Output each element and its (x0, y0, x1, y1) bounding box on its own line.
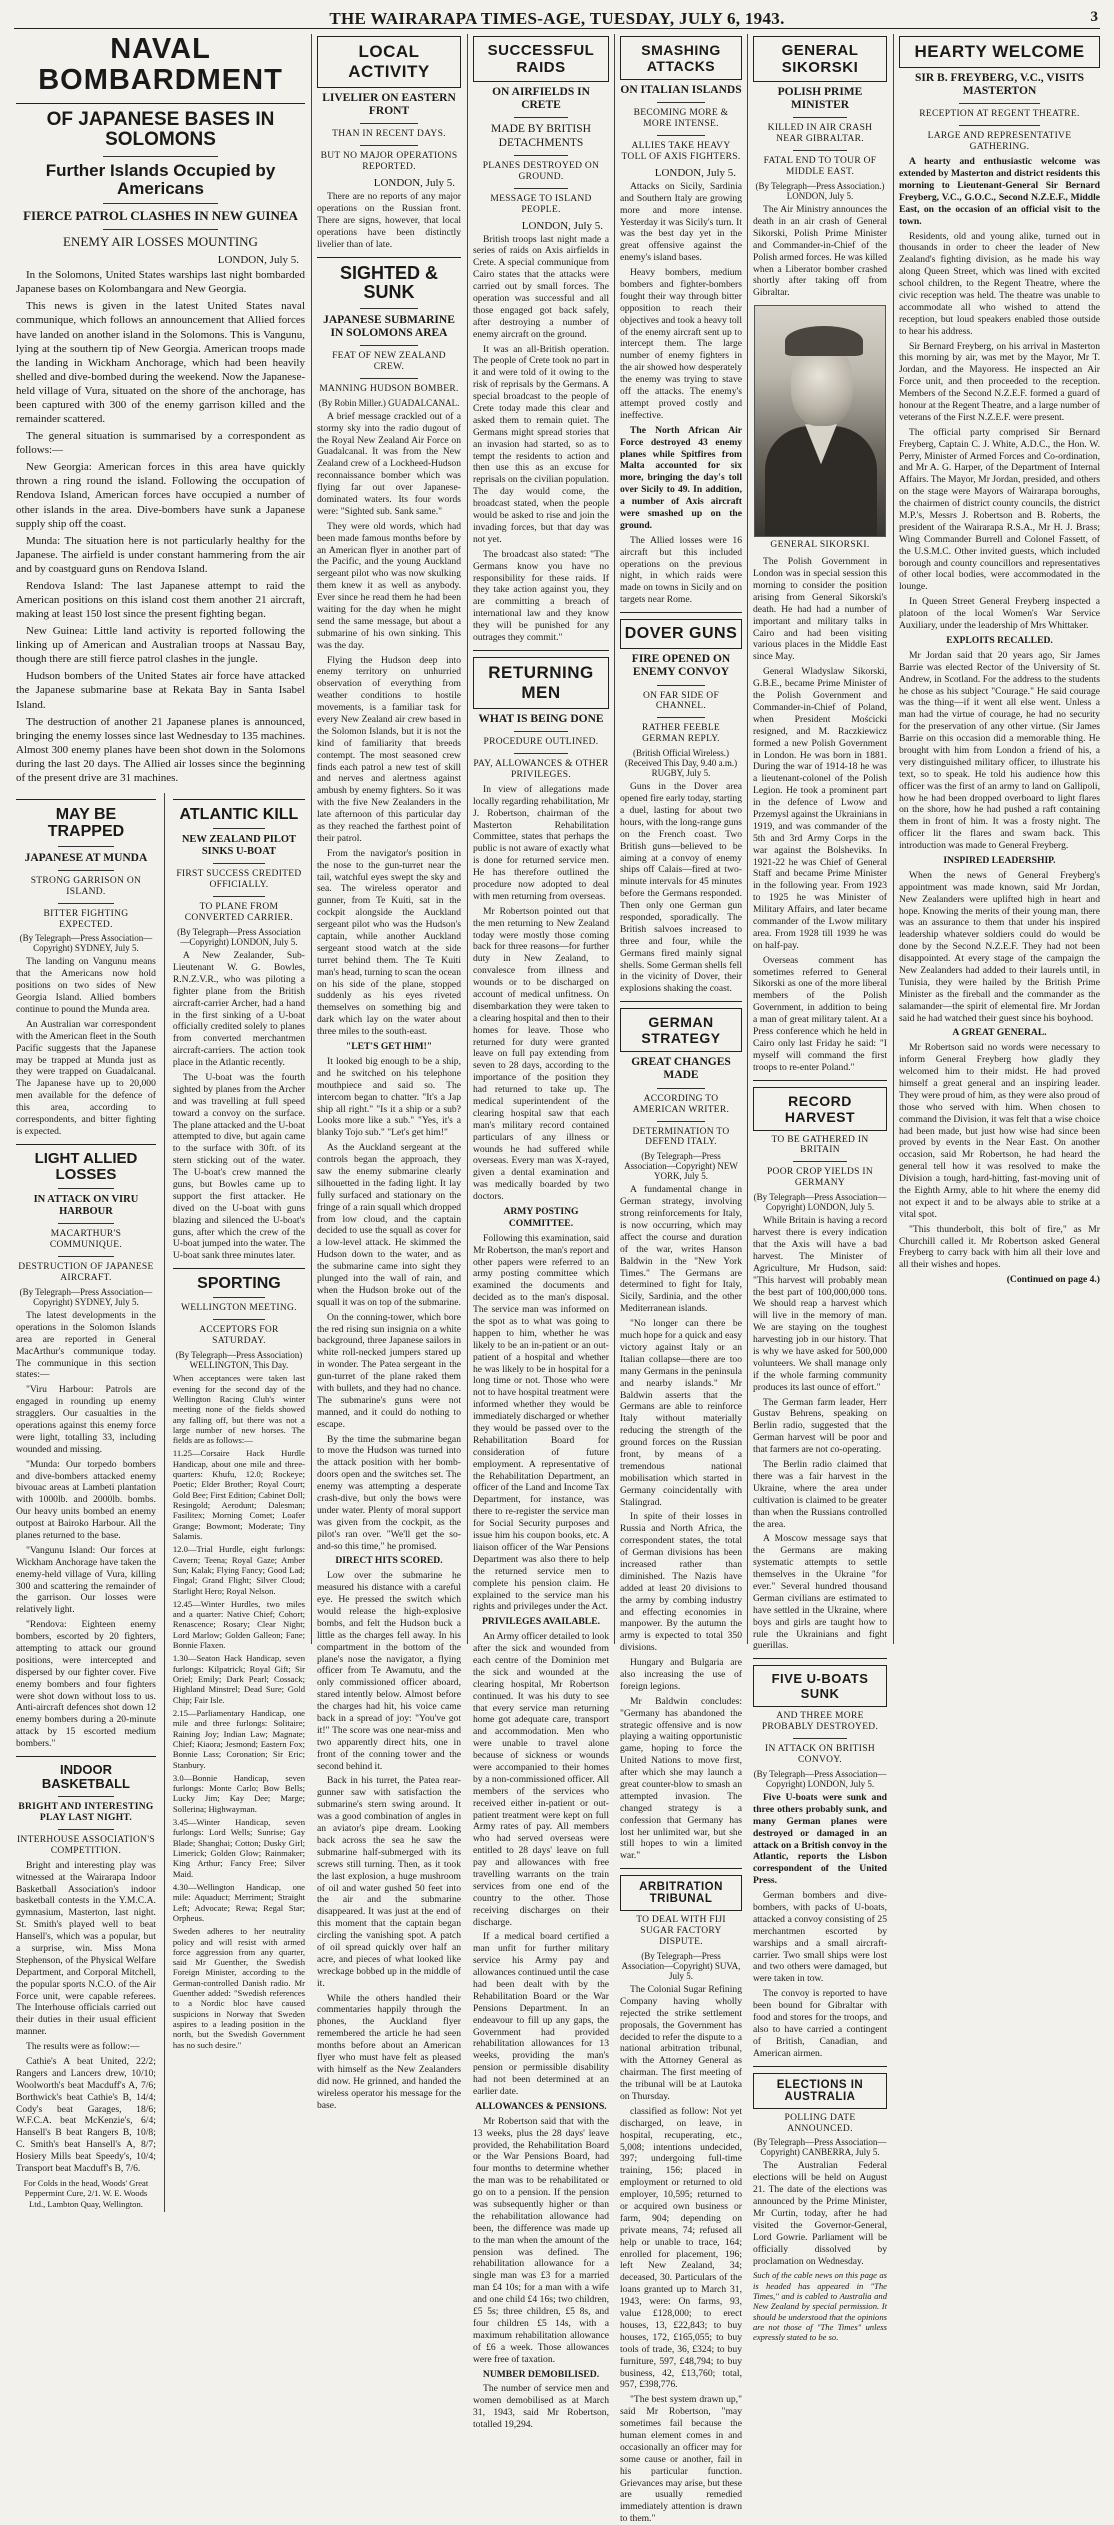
headline-box (620, 1875, 742, 1911)
article-paragraph: The Berlin radio claimed that there was a fair harvest in the Ukraine, where the area under cultivation is claimed to be greater than when the Russians controlled the area. (753, 1459, 887, 1530)
article-paragraph: From the navigator's position in the nose to the gun-turret near the tail, watchful eyes swept the sky and sea. The wireless operator and gunner, from Te Kuiti, sat in the cockpit alongside the Auckland sergeant pilot who was the Hudson's captain, while another Auckland sergeant stood watch at the side turret behind them. The Te Kuiti man's head, turning to scan the ocean on his side of the plane, stopped suddenly as his eyes riveted themselves on something big and dark which lay on the water about three miles to the south-east. (317, 847, 461, 1038)
article-paragraph: In Queen Street General Freyberg inspected a platoon of the local Women's War Service Auxiliary, under the leadership of Mrs Whittaker. (899, 596, 1100, 632)
byline: (By Telegraph—Press Association) WELLINGTON, This Day. (175, 1350, 303, 1371)
headline-sporting: SPORTING (197, 1275, 281, 1293)
article-paragraph: General Wladyslaw Sikorski, G.B.E., became Prime Minister of the Polish Government and Commander-in-Chief of Poland, when President Mościcki resigned, and M. Raczkiewicz formed a new Polish Government in London. He was born in 1881. During the war of 1914-18 he was a lieutenant-colonel of the Polish Legion. He took a prominent part in the defence of Lwow and Przemysl against the Ukrainians in 1919, and was commander of the 5th and 3rd Army Corps in the war against the Bolsheviks. In 1921-22 he was Chief of General Staff and became Prime Minister in the following year. From 1923 to 1925 he was Minister of Military Affairs, and later became commander of the Lwow military area. From 1928 till 1939 he was on half-pay. (753, 666, 887, 951)
article-paragraph: Five U-boats were sunk and three others probably sunk, and many German planes were destroyed or damaged in an attack on a British convoy in the Atlantic, reports the Lisbon correspondent of the United Press. (753, 1791, 887, 1887)
subhead: POOR CROP YIELDS IN GERMANY (766, 1167, 874, 1189)
article-paragraph: This news is given in the latest United States naval communique, which follows an announcement that Allied forces have landed on another island in the Solomons. This is Vangunu, lying at the southern tip of New Georgia. American troops made the landing in Wickham Anchorage, which had been heavily shelled and dive-bombed during the weekend. Now the Japanese-held village of Vura, situated on the shore of the anchorage, has been captured with 300 of the enemy garrison killed and the remainder scattered. (16, 300, 305, 426)
article-paragraph: New Georgia: American forces in this area have quickly thrown a ring round the island. Following the occupation of Rendova Island, American forces have occupied a number of other islands in the area. Dive-bombers have sunk a Japanese supply ship off the coast. (16, 461, 305, 530)
headline-box (473, 657, 609, 709)
subhead: ENEMY AIR LOSSES MOUNTING (63, 234, 258, 250)
article-paragraph: The number of service men and women demobilised as at March 31, 1943, said Mr Robertson, totalled 19,294. (473, 2383, 609, 2431)
dateline: LONDON, July 5. (217, 254, 299, 267)
article-paragraph: A Moscow message says that the Germans are making systematic attempts to settle themselves in the Ukraine "for ever." Several hundred thousand German civilians are estimated to have settled in the Ukraine, where boys and girls are taught how to rule the Ukrainians and fight guerillas. (753, 1533, 887, 1652)
page-number: 3 (1090, 9, 1098, 25)
continued-notice: (Continued on page 4.) (1006, 1274, 1100, 1286)
subhead: THAN IN RECENT DAYS. (332, 129, 446, 140)
article-paragraph: Back in his turret, the Patea rear-gunner saw with satisfaction the submarine's stern swing around. It was a good combination of angles in an aviator's pipe dream. Looking back across the sea he saw the submarine half-submerged with its screws still turning. Then, as it took the last explosion, a huge mushroom of oil and water gushed 50 feet into the air and the submarine disappeared. It was just at the end of this moment that the captain began circling the vanishing spot. A patch of oil spread quickly over half an acre, and pieces of what looked like wreckage bobbed up in the middle of it. (317, 1775, 461, 1989)
article-paragraph: The Colonial Sugar Refining Company having wholly rejected the strike settlement proposals, the Government has decided to refer the dispute to a national arbitration tribunal, with the Attorney General as chairman. The first meeting of the tribunal will be at Lautoka on Thursday. (620, 1984, 742, 2103)
byline: (By Telegraph—Press Association—Copyright) NEW YORK, July 5. (624, 1151, 738, 1182)
article-paragraph: An Army officer detailed to look after the sick and wounded from each centre of the Dominion met the sick and wounded at the clearing hospital, Mr Robertson continued. It was his duty to see that every service man returning home got adequate care, transport and accommodation. Men who were unable to travel alone because of sickness or wounds were accompanied to their homes by a non-commissioned officer. All members of the services who received either in-patient or out-patient treatment were kept on full Army rates of pay. All members who had served overseas were entitled to 28 days' leave on full pay and allowances with free travelling warrants on the train services from one end of the country to the other. Those receiving discharges on their discharge. (473, 1631, 609, 1928)
article-paragraph: British troops last night made a series of raids on Axis airfields in Crete. A special communique from Cairo states that the attacks were carried out by small forces. The operation was successful and all those engaged got back safely, after destroying a number of enemy aircraft on the ground. (473, 233, 609, 340)
article-paragraph: When the news of General Freyberg's appointment was made known, said Mr Jordan, New Zealanders were uplifted high in heart and hope. Knowing the merits of their young man, there was an assurance to them that under his inspired leadership whatever soldiers could do would be done by the Second N.Z.E.F. They had not been disappointed. At every stage of the campaign the New Zealanders had added to their laurels until, in Tunisia, they were hailed by the British Prime Minister as the fireball and the commander as the salamander—the spirit of elemental fire. Mr Jordan said he had watched their guest since his boyhood. (899, 869, 1100, 1024)
article-paragraph: "No longer can there be much hope for a quick and easy victory against Italy or an Italian collapse—there are too many Germans in the peninsula and nearby islands." Mr Baldwin asserts that the Germans are able to reinforce Italy without materially reducing the strength of the ground forces on the Russian front, by means of a tremendous national mobilisation which started in Germany coincidentally with Stalingrad. (620, 1318, 743, 1508)
subhead: ON ITALIAN ISLANDS (620, 84, 742, 96)
byline: (By Telegraph—Press Association—Copyright) LONDON, July 5. (753, 1192, 887, 1213)
article-paragraph: Mr Robertson pointed out that the men returning to New Zealand today were mostly those coming back for three reasons—for further duty in New Zealand, to convalesce from illness and wounds or to be discharged on account of medical unfitness. On disembarkation they were taken to a clearing hospital and then to their homes for leave. Those who returned for duty were granted leave on full pay extending from seven to 28 days, according to the importance of the position they had returned to take up. The medical superintendent of the clearing hospital saw that each man's military record contained particulars of any illness or wounds he had suffered while overseas. Every man was X-rayed, given a dental examination and was medically boarded by two doctors. (473, 905, 609, 1203)
article-paragraph: Mr Robertson said no words were necessary to inform General Freyberg how gladly they welcomed him to their midst. He had proved himself a great general and an inspiring leader. They were proud of him, as they were also proud of those who served with him. When chosen to command the Division, it was felt that a wise choice had been made, but just how wise had since been proved by events in the Near East. On another occasion, said Mr Robertson, he had heard the general tell how it was resolved to make the Division a tough, hard-hitting, fast-moving unit of the Eighth Army, able to hit where the enemy did not expect it and to be always able to strike at a vital spot. (899, 1042, 1100, 1220)
crosshead: ALLOWANCES & PENSIONS. (475, 2100, 607, 2112)
headline-box (317, 36, 461, 88)
article-paragraph: The latest developments in the operations in the Solomon Islands area are reported in General MacArthur's communique today. The communique in this section states:— (16, 1309, 156, 1381)
headline-box (473, 36, 609, 82)
article-paragraph: "Vangunu Island: Our forces at Wickham Anchorage have taken the enemy-held village of Vura, killing 300 and scattering the remainder of the garrison. Our losses were relatively light. (16, 1544, 156, 1616)
crosshead: "LET'S GET HIM!" (345, 1041, 433, 1053)
subhead: MANNING HUDSON BOMBER. (319, 383, 459, 394)
headline-local-activity: LOCAL ACTIVITY (348, 42, 430, 81)
byline: (By Telegraph—Press Association—Copyright) SUVA, July 5. (621, 1951, 741, 1981)
subcolumn-left (16, 793, 156, 2212)
column-1 (16, 33, 305, 2209)
article-paragraph: The North African Air Force destroyed 43 enemy planes while Spitfires from Malta accounted for six more, bringing the day's toll over Sicily to 49. In addition, a number of Axis aircraft were smashed up on the ground. (620, 424, 742, 531)
article-paragraph: The general situation is summarised by a correspondent as follows:— (16, 430, 305, 457)
subhead: FIRE OPENED ON ENEMY CONVOY (631, 653, 731, 679)
crosshead: A GREAT GENERAL. (952, 1027, 1047, 1039)
subhead: PAY, ALLOWANCES & OTHER PRIVILEGES. (473, 758, 609, 780)
crosshead: EXPLOITS RECALLED. (946, 634, 1053, 646)
article-paragraph: By the time the submarine began to move the Hudson was turned into the attack position with her bomb-doors open and the switches set. The enemy was attempting a desperate crash-dive, but only the bows were under water. Plenty of moral support was given from the cockpit, as the pilot's ran over. "We'll get the so-and-so this time," he promised. (317, 1433, 461, 1552)
article-paragraph: 3.0—Bonnie Handicap, seven furlongs: Monte Carlo; Bow Bells; Lucky Jim; Kay Dee; Marge; Sollerina; Highwayman. (172, 1772, 305, 1814)
subhead: RATHER FEEBLE GERMAN REPLY. (641, 723, 721, 745)
headline-german-strategy: GERMAN STRATEGY (641, 1014, 721, 1047)
subhead: WHAT IS BEING DONE (478, 712, 604, 725)
byline: (British Official Wireless.) (Received This Day, 9.40 a.m.) RUGBY, July 5. (624, 748, 738, 779)
subhead: GREAT CHANGES MADE (631, 1056, 731, 1082)
column-rule (467, 34, 468, 1644)
subhead: BITTER FIGHTING EXPECTED. (43, 908, 129, 930)
headline-box (753, 2073, 887, 2109)
article-paragraph: 12.0—Trial Hurdle, eight furlongs: Cavern; Teena; Royal Gaze; Amber Sun; Kalak; Flying Fancy; Good Lad; Fingal; Grand Flight; Silver Cloud; Starlight Hero; Royal Nelson. (172, 1544, 305, 1596)
article-paragraph: Sir Bernard Freyberg, on his arrival in Masterton this morning by air, was met by the Mayor, Mr T. Jordan, and the Mayoress. He inspected an Air Force unit, and then proceeded to the reception. Members of the Second N.Z.E.F. formed a guard of honour at the Regent Theatre, and a large number of veterans of the First N.Z.E.F. were present. (899, 340, 1100, 423)
column-4 (620, 34, 743, 2525)
subhead: MADE BY BRITISH DETACHMENTS (491, 123, 591, 149)
column-6 (899, 34, 1100, 1644)
subhead: ON AIRFIELDS IN CRETE (492, 86, 590, 112)
dateline: LONDON, July 5. (521, 219, 603, 232)
article-paragraph: If a medical board certified a man unfit for further military service his Army pay and allowances continued until the case had been dealt with by the Rehabilitation Board or the War Pensions Department. In an endeavour to fill up any gaps, the Government had provided rehabilitation allowances for 13 weeks, providing the man's pension or permissible disability had not been determined at an earlier date. (473, 1931, 609, 2098)
headline-box (620, 619, 742, 649)
subhead: IN ATTACK ON BRITISH CONVOY. (764, 1744, 875, 1766)
article-paragraph: A hearty and enthusiastic welcome was extended by Masterton and district residents this morning to Lieutenant-General Sir Bernard Freyberg, V.C., G.O.C., Second N.Z.E.F., Middle East, on the occasion of an official visit to the town. (899, 156, 1100, 227)
headline-box (620, 36, 742, 80)
subhead: TO BE GATHERED IN BRITAIN (771, 1134, 869, 1156)
article-paragraph: It looked big enough to be a ship, and he switched on his telephone mouthpiece and said so. The intercom began to chatter. "It's a Jap ship all right." "Is it a ship or a sub? Looks more like a sub." "Yes, it's a blanky Tojo sub." "Let's get him!" (317, 1055, 461, 1139)
article-paragraph: Heavy bombers, medium bombers and fighter-bombers fought their way through bitter opposition to reach their objectives and took a heavy toll of the enemy aircraft sent up to intercept them. The large number of enemy fighters in the air showed how desperately the enemy was trying to stave off the attacks. The enemy's attempt proved costly and ineffective. (620, 267, 742, 421)
subhead: LARGE AND REPRESENTATIVE GATHERING. (927, 131, 1072, 153)
headline-box (753, 1087, 887, 1131)
article-paragraph: Mr Jordan said that 20 years ago, Sir James Barrie was elected Rector of the University of St. Andrew, in Scotland. For the address to the students he chose as his subject "Courage." He said courage was the thing—if it went all else went. Unless a man had the virtue of courage, he had no security for the preservation of any other virtue. (Sir James Barrie on this occasion did a memorable thing. He brought with him from London a friend of his, a very distinguished military officer, to illustrate his text, so to speak. He told his audience how this officer was the first of an army to land on Gallipoli, how he had been dropped overboard to light flares on the shore, how he had pushed a raft containing them in front of him. It was a frosty night. The officer lit the flares and swam back. This introduction was made to General Freyberg. (899, 649, 1100, 852)
subhead: STRONG GARRISON ON ISLAND. (30, 875, 142, 897)
headline-dover-guns: DOVER GUNS (624, 625, 738, 643)
subhead: ON FAR SIDE OF CHANNEL. (642, 690, 720, 712)
subhead: MESSAGE TO ISLAND PEOPLE. (490, 193, 592, 215)
headline-box (753, 36, 887, 82)
article-paragraph: In view of allegations made locally regarding rehabilitation, Mr J. Robertson, chairman of the Masterton Rehabilitation Committee, states that perhaps the public is not aware of exactly what is done for returned service men. He has therefore outlined the procedure now adopted to deal with men returning from overseas. (473, 783, 609, 902)
article-paragraph: The Air Ministry announces the death in an air crash of General Sikorski, Polish Prime Minister and Commander-in-Chief of the Polish armed forces. He was killed when a Liberator bomber crashed shortly after taking off from Gibraltar. (753, 204, 887, 299)
article-paragraph: On the conning-tower, which bore the red rising sun insignia on a white background, three Japanese sailors in white roll-necked jumpers stared up in wonder. The Patea sergeant in the gun-turret of the plane raked them with bullets, and they had no chance. The submarine's guns were not manned, and it could do nothing to escape. (317, 1311, 461, 1430)
subhead: BUT NO MAJOR OPERATIONS REPORTED. (320, 151, 458, 173)
article-paragraph: There are no reports of any major operations on the Russian front. There are signs, however, that local operations have been distinctly livelier than of late. (317, 191, 461, 250)
headline-record-harvest: RECORD HARVEST (784, 1092, 856, 1125)
article-paragraph: Hungary and Bulgaria are also increasing the use of foreign legions. (620, 1657, 742, 1692)
article-paragraph: Flying the Hudson deep into enemy territory on unhurried observation of everything from weather conditions to hostile movements, is a familiar task for every New Zealand air crew based in the Solomon Islands, but it is not the kind of familiarity that breeds contempt. The most seasoned crew finds each patrol a new test of skill and nerves and alertness against ambush by enemy fighters. So it was with the five New Zealanders in the late afternoon of this particular day as they reached the farthest point of their patrol. (317, 654, 461, 844)
article-paragraph: 3.45—Winter Handicap, seven furlongs: Lord Wells; Sunrise; Gay Blade; Shanghai; Cotton; Dusky Girl; Limerick; Golden Glow; Rainmaker; King Arthur; Fancy Free; Silver Maid. (172, 1817, 305, 1879)
article-paragraph: New Guinea: Little land activity is reported following the linking up of American and Australian troops at Nassau Bay, though there are still fierce patrol clashes in the jungle. (16, 625, 305, 666)
article-paragraph: An Australian war correspondent with the American fleet in the South Pacific suggests that the Japanese may be trapped at Munda just as they were trapped on Guadalcanal. The Japanese have up to 20,000 men available for the defence of this area, according to correspondents, and bitter fighting is expected. (16, 1018, 156, 1137)
subhead: POLISH PRIME MINISTER (777, 86, 863, 112)
subhead: JAPANESE AT MUNDA (24, 851, 148, 864)
article-paragraph: Residents, old and young alike, turned out in thousands in order to cheer the leader of New Zealand's fighting division, as he made his way along Queen Street, which was lined with excited school children, to the Regent Theatre, where the civic reception was held. The theatre was unable to accommodate all who wished to attend the reception, but loud speakers enabled those outside to hear his address. (899, 230, 1100, 337)
article-paragraph: While Britain is having a record harvest there is every indication that the Axis will have a bad harvest. The Minister of Agriculture, Mr Hudson, said: "This harvest will probably mean the best part of 100,000,000 tons. We should reap a harvest which will live in the memory of man. We are staying on the toughest harvesting job in our history. That is why we have asked for 500,000 volunteers. We shall manage only if the whole farming community produces its last ounce of effort." (753, 1215, 887, 1393)
subhead: SIR B. FREYBERG, V.C., VISITS MASTERTON (914, 72, 1085, 98)
subhead: DETERMINATION TO DEFEND ITALY. (632, 1126, 730, 1148)
article-paragraph: Cathie's A beat United, 22/2; Rangers and Lancers drew, 10/10; Woolworth's beat Macduff's A, 7/6; Borthwick's beat Cathie's B, 14/4; Cody's beat Garages, 18/6; W.F.C.A. beat McKenzie's, 6/4; Hansell's B beat Rangers B, 10/8; C. Smith's beat Hansell's A, 8/7; Hosiery Mills beat Speedy's, 10/4; Transport beat Macduff's B, 7/6. (16, 2056, 156, 2175)
article-paragraph: "Munda: Our torpedo bombers and dive-bombers attacked enemy bivouac areas at Lambeti plantation with 1000lb. and 2000lb. bombs. Our heavy units bombed an enemy outpost at Bairoko Harbour. All the planes returned to the base. (16, 1458, 156, 1541)
subhead: ALLIES TAKE HEAVY TOLL OF AXIS FIGHTERS. (621, 141, 741, 162)
headline-general-sikorski: GENERAL SIKORSKI (781, 42, 859, 76)
subhead: PROCEDURE OUTLINED. (483, 737, 599, 748)
article-paragraph: The Australian Federal elections will be held on August 21. The date of the elections was announced by the Prime Minister, Mr Curtin, today, after he had visited the Governor-General, Lord Gowrie. Parliament will be officially dissolved by proclamation on Wednesday. (753, 2160, 887, 2267)
subhead: BECOMING MORE & MORE INTENSE. (633, 108, 729, 130)
subhead: MACARTHUR'S COMMUNIQUE. (49, 1229, 123, 1251)
subhead: LIVELIER ON EASTERN FRONT (322, 92, 456, 118)
subhead: NEW ZEALAND PILOT SINKS U-BOAT (181, 834, 297, 858)
masthead (14, 6, 1100, 29)
subhead: BRIGHT AND INTERESTING PLAY LAST NIGHT. (18, 1802, 154, 1824)
article-paragraph: The Polish Government in London was in special session this morning to consider the position arising from General Sikorski's death. He had had a number of important and military talks in Cairo and had been visiting various places in the Middle East since May. (753, 556, 887, 663)
article-paragraph: In the Solomons, United States warships last night bombarded Japanese bases on Kolombangara and New Georgia. (16, 269, 305, 296)
subhead: DESTRUCTION OF JAPANESE AIRCRAFT. (18, 1262, 154, 1284)
column-3 (473, 34, 610, 2431)
headline-atlantic-kill: ATLANTIC KILL (179, 805, 299, 823)
article-paragraph: German bombers and dive-bombers, with packs of U-boats, attacked a convoy consisting of 25 merchantmen escorted by warships and a small aircraft-carrier. Two small ships were lost and two others were damaged, but were taken in tow. (753, 1890, 887, 1985)
article-paragraph: When acceptances were taken last evening for the second day of the Wellington Racing Club's winter meeting none of the fields showed any falling off, but there was not a large number of new horses. The fields are as follows:— (172, 1373, 305, 1446)
article-paragraph: A brief message crackled out of a stormy sky into the radio dugout of the Royal New Zealand Air Force on Guadalcanal. It was from the New Zealand crew of a Lockheed-Hudson reconnaissance bomber which was flying far out over Japanese-dominated waters. Its four words were: "Sighted sub. Sank same." (317, 410, 461, 517)
headline-sighted-sunk: SIGHTED & SUNK (339, 262, 438, 303)
headline-box (753, 1665, 887, 1707)
subhead: OF JAPANESE BASES IN SOLOMONS (46, 108, 275, 151)
headline-box (899, 36, 1100, 68)
subhead: Further Islands Occupied by Americans (45, 160, 276, 199)
subhead: IN ATTACK ON VIRU HARBOUR (33, 1194, 139, 1218)
article-paragraph: Bright and interesting play was witnessed at the Wairarapa Indoor Basketball Association's indoor basketball contests in the Y.M.C.A. gymnasium, Masterton, last night. St. Smith's played well to beat Hansell's, which was a popular, but a surprise, win. Miss Mona Stephenson, of the Physical Welfare Department, and Corporal Mitchell, the popular sports N.C.O. of the Air Force unit, were capable referees. The Interhouse officials carried out their duties in their usual efficient manner. (16, 1859, 156, 2038)
article-paragraph: They were old words, which had been made famous months before by an American flyer in another part of the Pacific, and the young Auckland sergeant pilot who was now skulking them knew it as well as anybody. Ever since he read them he had been waiting for the day when he might send the same message, but about a submarine of his own sinking. This was the day. (317, 520, 461, 651)
crosshead: NUMBER DEMOBILISED. (482, 2368, 600, 2380)
advertisement: For Colds in the head, Woods' Great Peppermint Cure, 2/1. W. E. Woods Ltd., Lambton Quay, Wellington. (23, 2177, 149, 2209)
subhead: FEAT OF NEW ZEALAND CREW. (332, 350, 446, 372)
article-paragraph: A New Zealander, Sub-Lieutenant W. G. Bowles, R.N.Z.V.R., who was piloting a fighter plane from the British aircraft-carrier Archer, had a hand in the first sinking of a U-boat officially credited solely to planes from converted merchantmen aircraft-carriers. The action took place in the Atlantic recently. (172, 950, 305, 1069)
article-paragraph: Sweden adheres to her neutrality policy and will resist with armed force aggression from any quarter, said Mr Guenther, the Swedish Foreign Minister, according to the German-controlled Danish radio. Mr Guenther added: "Swedish references to a Nordic bloc have caused suspicions in Norway that Sweden aspires to a leading position in the north, but the Swedish Government has no such desire." (172, 1926, 305, 2050)
article-paragraph: Overseas comment has sometimes referred to General Sikorski as one of the more liberal members of the Polish Government, in addition to being a man of great military talent. At a Press conference which he held in Cairo only last Friday he said: "I myself will command the first troops to re-enter Poland." (753, 954, 887, 1073)
article-paragraph: The broadcast also stated: "The Germans know you have no responsibility for these raids. If they take action against you, they are committing a breach of international law and they know they will be punished for any outrages they commit." (473, 548, 609, 643)
article-paragraph: Attacks on Sicily, Sardinia and Southern Italy are growing more and more intense. Yesterday it was Sicily's turn. It was the best day yet in the great offensive against the enemy's island bases. (620, 180, 742, 264)
dateline: LONDON, July 5. (373, 177, 455, 190)
headline-arbitration-tribunal: ARBITRATION TRIBUNAL (639, 1881, 723, 1906)
article-paragraph: In spite of their losses in Russia and North Africa, the correspondent states, the total of German divisions has been increased rather than diminished. The Nazis have added at least 20 divisions to the army by combing industry and effecting economies in manpower. By the autumn the army is expected to total 350 divisions. (620, 1511, 742, 1654)
article-paragraph: classified as follow: Not yet discharged, on leave, in hospital, recuperating, etc., 5,008; intentions undecided, 397; undergoing full-time training, 156; placed in employment or returned to old employer, 10,595; returned to or acquired own business or farm, 904; depending on private means, 74; refused all help or unable to trace, 164; enrolled for placement, 196; left New Zealand, 34; deceased, 30. Particulars of the loans granted up to March 31, 1943, were: On farms, 93, value £128,000; to erect houses, 13, £22,843; to buy houses, 172, £165,055; to buy tools of trade, 36, £324; to buy furniture, 597, £48,794; to buy business, 42, £13,760; total, 957, £398,776. (620, 2105, 742, 2391)
headline-five-u-boats-sunk: FIVE U-BOATS SUNK (771, 1671, 869, 1702)
article-paragraph: Guns in the Dover area opened fire early today, starting a duel, lasting for about two hours, with the long-range guns on the French coast. Two British guns—believed to be aiming at a convoy of enemy ships off Calais—fired at two-minute intervals for 45 minutes before the Germans responded. Then only one German gun responded, sporadically. The British salvoes increased to three and four, while the Germans fired mainly signal shells. Some German shells fell in the vicinity of Dover, their explosions shaking the coast. (620, 781, 742, 995)
article-paragraph: While the others handled their commentaries happily through the phones, the Auckland flyer remembered the article he had seen months before about an American flyer who must have felt as pleased with himself as the New Zealanders did now. He grinned, and handed the wireless operator his message for the base. (317, 1992, 461, 2111)
article-paragraph: The results were as follow:— (26, 2041, 140, 2053)
crosshead: PRIVILEGES AVAILABLE. (481, 1616, 600, 1628)
article-paragraph: As the Auckland sergeant at the controls began the approach, they saw the enemy submarine clearly silhouetted in the fading light. It lay fully surfaced and stationary on the fringe of a rain squall which dropped from low cloud, and the captain decided to use the squall as cover for a low-level attack. He skimmed the Hudson down to the water, and as the submarine came into sight they plunged into the wall of rain, and when the Hudson broke out of the squall it was on top of the submarine. (317, 1142, 461, 1308)
subhead: ACCORDING TO AMERICAN WRITER. (632, 1093, 730, 1115)
subhead: JAPANESE SUBMARINE IN SOLOMONS AREA (323, 313, 455, 339)
crosshead: DIRECT HITS SCORED. (335, 1555, 443, 1567)
article-paragraph: It was an all-British operation. The people of Crete took no part in it and were told of it owing to the risk of reprisals by the Germans. A special broadcast to the people of Crete today made this clear and asked them to remain quiet. The Germans might spread stories that an invasion had started, so as to tempt the residents to action and then use this as an excuse for reprisals on the civilian population. The day would come, the broadcast stated, when the people would be asked to rise and join the invading forces, but that day was not yet. (473, 343, 609, 545)
article-paragraph: The German farm leader, Herr Gustav Behrens, speaking on Berlin radio, suggested that the German harvest will be poor and that farmers are not co-operating. (753, 1396, 887, 1456)
article-paragraph: The destruction of another 21 Japanese planes is announced, bringing the enemy losses since last Wednesday to 135 machines. Almost 300 enemy planes have been shot down in the Solomons during the last 20 days. The Allied air losses since the beginning of the present drive are 31 machines. (16, 715, 305, 784)
column-rule (893, 34, 894, 1644)
headline-smashing-attacks: SMASHING ATTACKS (641, 42, 721, 74)
article-paragraph: Mr Robertson said that with the 13 weeks, plus the 28 days' leave provided, the Rehabilitation Board or the War Pensions Board, had four months to determine whether the man was to be rehabilitated or go on to a pension. If the pension was subsequently higher or than the rehabilitation allowance had been, the difference was made up to the man when the amount of the pension was defined. The rehabilitation allowance for a single man was £3 for a married man £4 10s; for a man with a wife and one child £4 16s; two children, £5 5s; three children, £5 8s, and four children £5 14s, with a maximum rehabilitation allowance of £6 a week. Those allowances were free of taxation. (473, 2115, 609, 2365)
subhead: POLLING DATE ANNOUNCED. (784, 2112, 856, 2134)
headline-may-be-trapped: MAY BE TRAPPED (47, 805, 125, 841)
subhead: FIERCE PATROL CLASHES IN NEW GUINEA (23, 208, 298, 224)
column-rule (614, 34, 615, 1644)
article-paragraph: 1.30—Seaton Hack Handicap, seven furlongs: Kilpatrick; Royal Gift; Sir Oriel; Emily; Dark Pearl; Cossack; Highland Minstrel; Dead Sure; Gold Chip; Fair Isle. (172, 1653, 305, 1705)
article-paragraph: Following this examination, said Mr Robertson, the man's report and other papers were referred to an army posting committee which examined the documents and decided as to the man's disposal. The service man was informed on the spot as to what was going to happen to him, whether he was likely to be an in-patient or an out-patient of a hospital and whether he was likely to be in hospital for a long time or not. Those who were not to have hospital treatment were informed whether they would be immediately discharged or whether they would be passed over to the Rehabilitation Board for consideration of future employment. A representative of the Rehabilitation Department, an officer of the Land and Income Tax Department, for instance, was there to re-register the service man for Social Security purposes and issue him his coupon books, etc. A liaison officer of the War Pensions Department was also there to help the returned service men to complete his pension claim. He explained to the service man his rights and privileges under the Act. (473, 1232, 610, 1613)
headline-returning-men: RETURNING MEN (488, 662, 594, 702)
headline-hearty-welcome: HEARTY WELCOME (914, 42, 1085, 61)
column-5 (753, 34, 887, 2343)
subhead: FATAL END TO TOUR OF MIDDLE EAST. (763, 156, 877, 178)
subhead: INTERHOUSE ASSOCIATION'S COMPETITION. (16, 1834, 155, 1856)
crosshead: ARMY POSTING COMMITTEE. (503, 1206, 579, 1229)
article-paragraph: Low over the submarine he measured his distance with a careful eye. He pressed the switch which would release the high-explosive bombs, and felt the Hudson buck a little as the charges fell away. In his compartment in the bottom of the plane's nose the navigator, a flying officer from Te Awamutu, and the only commissioned officer aboard, stared intently below. Almost before the charges had hit, his voice came back in a spread of joy: "You've got it!" The score was one near-miss and two apparently direct hits, one in front of the conning tower and the second behind it. (317, 1570, 461, 1772)
photo-caption: GENERAL SIKORSKI. (770, 540, 870, 551)
headline-elections-in-australia: ELECTIONS IN AUSTRALIA (776, 2078, 864, 2103)
subhead: FIRST SUCCESS CREDITED OFFICIALLY. (176, 869, 302, 891)
dateline: LONDON, July 5. (654, 166, 736, 179)
byline: (By Telegraph—Press Association—Copyright) LONDON, July 5. (177, 927, 301, 948)
subhead: TO DEAL WITH FIJI SUGAR FACTORY DISPUTE. (636, 1915, 726, 1948)
article-paragraph: "This thunderbolt, this bolt of fire," as Mr Churchill called it. Mr Robertson asked General Freyberg to carry back with him all their love and all their wishes and hopes. (899, 1223, 1100, 1271)
article-paragraph: A fundamental change in German strategy, involving strong reinforcements for Italy, is now occurring, which may affect the course and duration of the war, writes Hanson Baldwin in the "New York Times." The Germans are determined to fight for Italy, Sicily, Sardinia, and the other Mediterranean islands. (620, 1184, 742, 1315)
headline-box (620, 1008, 742, 1052)
headline-successful-raids: SUCCESSFUL RAIDS (487, 42, 595, 76)
subhead: KILLED IN AIR CRASH NEAR GIBRALTAR. (767, 123, 873, 145)
article-paragraph: The U-boat was the fourth sighted by planes from the Archer and was travelling at full speed toward a convoy on the surface. The plane attacked and the U-boat attempted to dive, but again came to the surface with 30ft. of its stern sticking out of the water. The U-boat's crew manned the guns, but Bowles came up to support the first attacker. He dived on the U-boat with guns blazing and silenced the U-boat's guns, after which the crew of the U-boat jumped into the water. The U-boat sank three minutes later. (172, 1071, 305, 1262)
subhead: AND THREE MORE PROBABLY DESTROYED. (761, 1711, 879, 1733)
column-rule (747, 34, 748, 1644)
masthead-title: THE WAIRARAPA TIMES-AGE, TUESDAY, JULY 6, 1943. (329, 9, 785, 28)
subcolumn-rule (164, 793, 165, 2212)
headline-naval-bombardment: NAVAL BOMBARDMENT (38, 33, 283, 97)
crosshead: INSPIRED LEADERSHIP. (943, 854, 1056, 866)
article-paragraph: 4.30—Wellington Handicap, one mile: Aquaduct; Merriment; Straight Left; Advocate; Rewa; Regal Star; Orpheus. (172, 1881, 305, 1923)
article-paragraph: Hudson bombers of the United States air force have attacked the Japanese submarine base at Rekata Bay in Santa Isabel Island. (16, 670, 305, 711)
article-paragraph: The landing on Vangunu means that the Americans now hold positions on two sides of New Georgia Island. Allied bombers continue to pound the Munda area. (16, 956, 156, 1015)
subhead: RECEPTION AT REGENT THEATRE. (919, 109, 1080, 120)
article-paragraph: Mr Baldwin concludes: "Germany has abandoned the strategic offensive and is now playing a waiting opportunistic game, hoping to force the United Nations to move first, after which she may launch a great counter-blow to smash an attempted invasion. The changed strategy is a confession that Germany has lost her unlimited war, but she still hopes to win a limited war." (620, 1695, 742, 1862)
byline: (By Telegraph—Press Association—Copyright) LONDON, July 5. (753, 1768, 887, 1789)
byline: (By Telegraph—Press Association.) LONDON, July 5. (755, 181, 885, 202)
portrait-photo (754, 305, 886, 537)
byline: (By Telegraph—Press Association—Copyright) SYDNEY, July 5. (19, 1286, 153, 1307)
article-paragraph: "Viru Harbour: Patrols are engaged in rounding up enemy stragglers. Our casualties in the operations against this enemy force were light, totalling 33, including wounded and missing. (16, 1384, 156, 1455)
column-2 (317, 34, 461, 2111)
byline: (By Robin Miller.) GUADALCANAL. (318, 397, 460, 408)
article-paragraph: "The best system drawn up," said Mr Robertson, "may sometimes fail because the human element comes in and occasionally an officer may for some cause or another, fail in his particular function. Grievances may arise, but these are usually remedied immediately attention is drawn to them." (620, 2394, 742, 2525)
column-rule (311, 34, 312, 1644)
subcolumn-right (173, 793, 305, 2212)
headline-indoor-basketball: INDOOR BASKETBALL (41, 1762, 130, 1792)
subhead: TO PLANE FROM CONVERTED CARRIER. (184, 902, 294, 924)
byline: (By Telegraph—Press Association—Copyright) CANBERRA, July 5. (753, 2137, 887, 2158)
subhead: PLANES DESTROYED ON GROUND. (482, 160, 600, 182)
article-paragraph: "Rendova: Eighteen enemy bombers, escorted by 20 fighters, attempting to attack our ground positions, were intercepted and dispersed by our fighter cover. Five enemy bombers and four fighters were shot down without loss to us. Anti-aircraft defences shot down 12 enemy bombers during a 20-minute attack by 15 escorted medium bombers." (16, 1619, 156, 1750)
subhead: WELLINGTON MEETING. (181, 1303, 297, 1314)
cable-note: Such of the cable news on this page as is headed has appeared in "The Times," and is cabled to Australia and New Zealand by special permission. It should be understood that the opinions are not those of "The Times" unless expressly stated to be so. (753, 2270, 887, 2343)
subhead: ACCEPTORS FOR SATURDAY. (199, 1325, 279, 1347)
article-paragraph: 12.45—Winter Hurdles, two miles and a quarter: Native Chief; Cohort; Renascence; Rosary; Clear Night; Lord Marlow; Golden Galleon; Fane; Bonnie Flaxen. (172, 1598, 305, 1651)
article-paragraph: The official party comprised Sir Bernard Freyberg, Captain C. J. White, A.D.C., the Hon. W. Perry, Minister of Armed Forces and Co-ordination, and Mr A. G. Harper, of the Department of Internal Affairs. The Mayor, Mr Jordan, presided, and others on the stage were Mayors of Wairarapa boroughs, the chairmen of district county councils, the district M.P.'s, Messrs J. Robertson and B. Roberts, the president of the Wairarapa R.S.A., Mr H. J. Brass; Wing Commander Burrell and Colonel Fassett, of the U.S.M.C. Other invited guests, which included borough and county councillors and representatives of other local bodies, were accommodated in the lounge. (899, 426, 1100, 593)
article-paragraph: 11.25—Corsaire Hack Hurdle Handicap, about one mile and three-quarters: Khufu, 12.0; Rockeye; Poetic; Elder Brother; Royal Court; Gold Bee; First Edition; Cabinet Doll; Resingold; Aerodunt; Dalesman; Fasilitex; Morning Comet; Loafer Grange; Bowmont; Moderate; Tiny Salamis. (172, 1448, 305, 1541)
article-paragraph: Munda: The situation here is not particularly healthy for the Japanese. The airfield is under constant hammering from the air and by coastguard guns on Rendova Island. (16, 534, 305, 575)
article-paragraph: 2.15—Parliamentary Handicap, one mile and three furlongs: Solitaire; Raining Joy; Indian Law; Magnate; Chief; Kiaora; Jesmond; Eastern Fox; Bonnie Lass; Coronation; Sir Eric; Stanbury. (172, 1707, 305, 1770)
headline-light-allied-losses: LIGHT ALLIED LOSSES (34, 1149, 138, 1183)
article-paragraph: Rendova Island: The last Japanese attempt to raid the American positions on this island cost them another 21 aircraft, making at least 150 lost since the present fighting began. (16, 579, 305, 621)
article-paragraph: The Allied losses were 16 aircraft but this included operations on the previous night, in which raids were made on towns in Sicily and on targets near Rome. (620, 534, 742, 606)
byline: (By Telegraph—Press Association—Copyright) SYDNEY, July 5. (19, 933, 153, 954)
article-paragraph: The convoy is reported to have been bound for Gibraltar with food and stores for the troops, and also to have carried a contingent of British, Canadian, and American airmen. (753, 1988, 887, 2059)
